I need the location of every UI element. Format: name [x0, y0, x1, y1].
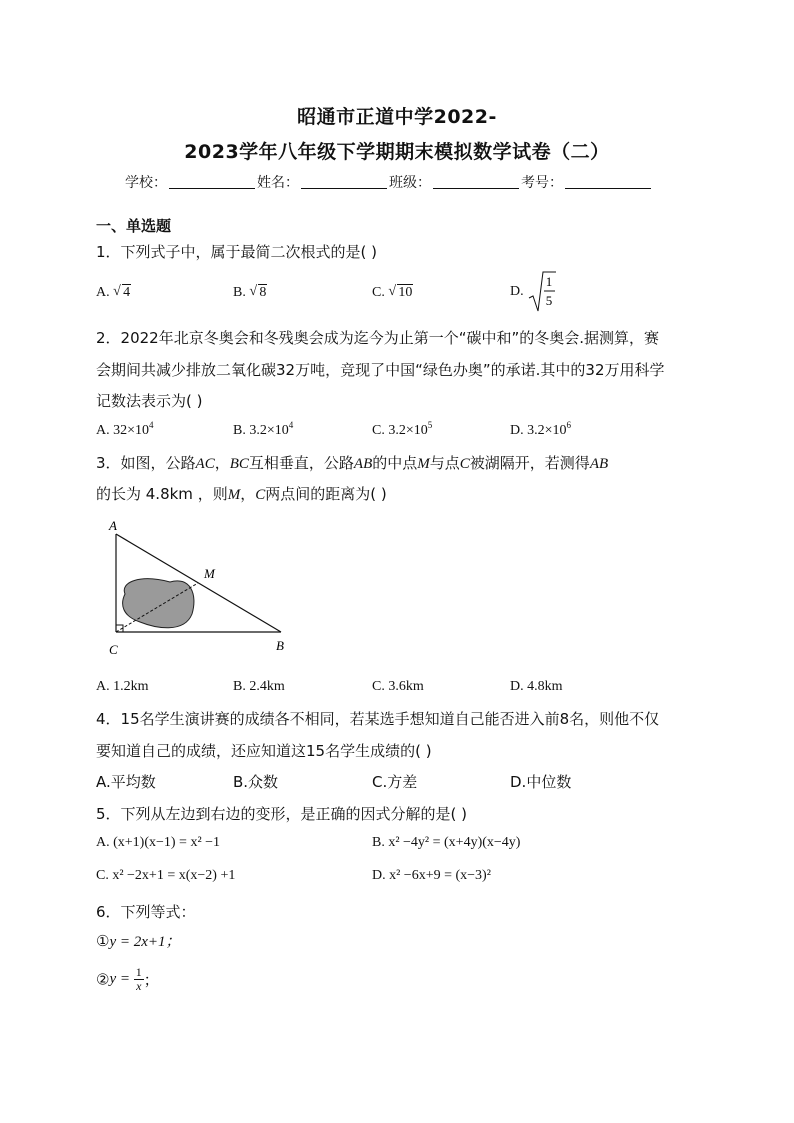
- q3-line1: 3．如图，公路AC，BC互相垂直，公路AB的中点M与点C被湖隔开，若测得AB: [96, 454, 609, 472]
- q3-option-a: A. 1.2km: [96, 679, 149, 694]
- q2-option-b: B. $3.2\times 10^4$: [233, 420, 294, 438]
- label-m: M: [204, 566, 215, 581]
- q1-d-radical: [527, 270, 557, 314]
- label-c: C: [109, 642, 118, 657]
- section-title: 一、单选题: [96, 217, 172, 235]
- student-info-row: [125, 172, 653, 192]
- q6-stem: 6．下列等式：: [96, 903, 196, 921]
- q1-d-denominator: 5: [545, 293, 553, 308]
- q2-option-c: C. $3.2\times 10^5$: [372, 420, 433, 438]
- name-blank[interactable]: [301, 174, 387, 189]
- q5-option-b: B. x² −4y² = (x+4y)(x−4y): [372, 835, 521, 850]
- q2-line1: 2．2022年北京冬奥会和冬残奥会成为迄今为止第一个“碳中和”的冬奥会.据测算，赛: [96, 329, 660, 347]
- q5-stem: 5．下列从左边到右边的变形，是正确的因式分解的是( ): [96, 805, 468, 823]
- q3-option-c: C. 3.6km: [372, 679, 424, 694]
- q5-option-c: C. x² −2x+1 = x(x−2) +1: [96, 868, 236, 883]
- q6-item1: ①y = 2x+1；: [96, 932, 181, 950]
- label-b: B: [276, 638, 284, 653]
- q5-option-d: D. x² −6x+9 = (x−3)²: [372, 868, 491, 883]
- q3-option-d: D. 4.8km: [510, 679, 563, 694]
- q1-option-a: A. √ 4: [96, 284, 131, 300]
- q1-option-c: C. √ 10: [372, 284, 413, 300]
- q3-line2: 的长为 4.8km ，则M，C两点间的距离为( ): [96, 485, 387, 503]
- number-label: 考号：: [521, 175, 563, 191]
- q4-option-a: A.平均数: [96, 773, 156, 791]
- q1-option-b: B. √ 8: [233, 284, 267, 300]
- q1-option-d: D. 1 5: [510, 270, 557, 314]
- q2-option-d: D. $3.2\times 10^6$: [510, 420, 572, 438]
- exam-title-line1: 昭通市正道中学2022-: [297, 106, 497, 128]
- name-label: 姓名：: [257, 175, 299, 191]
- q1-d-numerator: 1: [545, 274, 553, 289]
- q3-triangle-figure: [100, 512, 300, 660]
- label-a: A: [109, 518, 117, 533]
- class-label: 班级：: [389, 175, 431, 191]
- exam-title-line2: 2023学年八年级下学期期末模拟数学试卷（二）: [184, 141, 610, 163]
- lake-shape: [123, 579, 194, 628]
- q4-line1: 4．15名学生演讲赛的成绩各不相同，若某选手想知道自己能否进入前8名，则他不仅: [96, 710, 660, 728]
- number-blank[interactable]: [565, 174, 651, 189]
- q2-option-a: A. $32\times 10^4$: [96, 420, 154, 438]
- q4-option-b: B.众数: [233, 773, 279, 791]
- q4-option-c: C.方差: [372, 773, 418, 791]
- q4-line2: 要知道自己的成绩，还应知道这15名学生成绩的( ): [96, 742, 432, 760]
- q4-option-d: D.中位数: [510, 773, 572, 791]
- school-label: 学校：: [125, 175, 167, 191]
- q5-option-a: A. (x+1)(x−1) = x² −1: [96, 835, 221, 850]
- class-blank[interactable]: [433, 174, 519, 189]
- q3-option-b: B. 2.4km: [233, 679, 285, 694]
- q2-line3: 记数法表示为( ): [96, 392, 203, 410]
- q6-item2: ②y = $\frac{1}{x}$ ；: [96, 965, 159, 993]
- school-blank[interactable]: [169, 174, 255, 189]
- q2-line2: 会期间共减少排放二氧化碳32万吨，竞现了中国“绿色办奥”的承诺.其中的32万用科学: [96, 361, 665, 379]
- q1-stem: 1．下列式子中，属于最简二次根式的是( ): [96, 243, 378, 261]
